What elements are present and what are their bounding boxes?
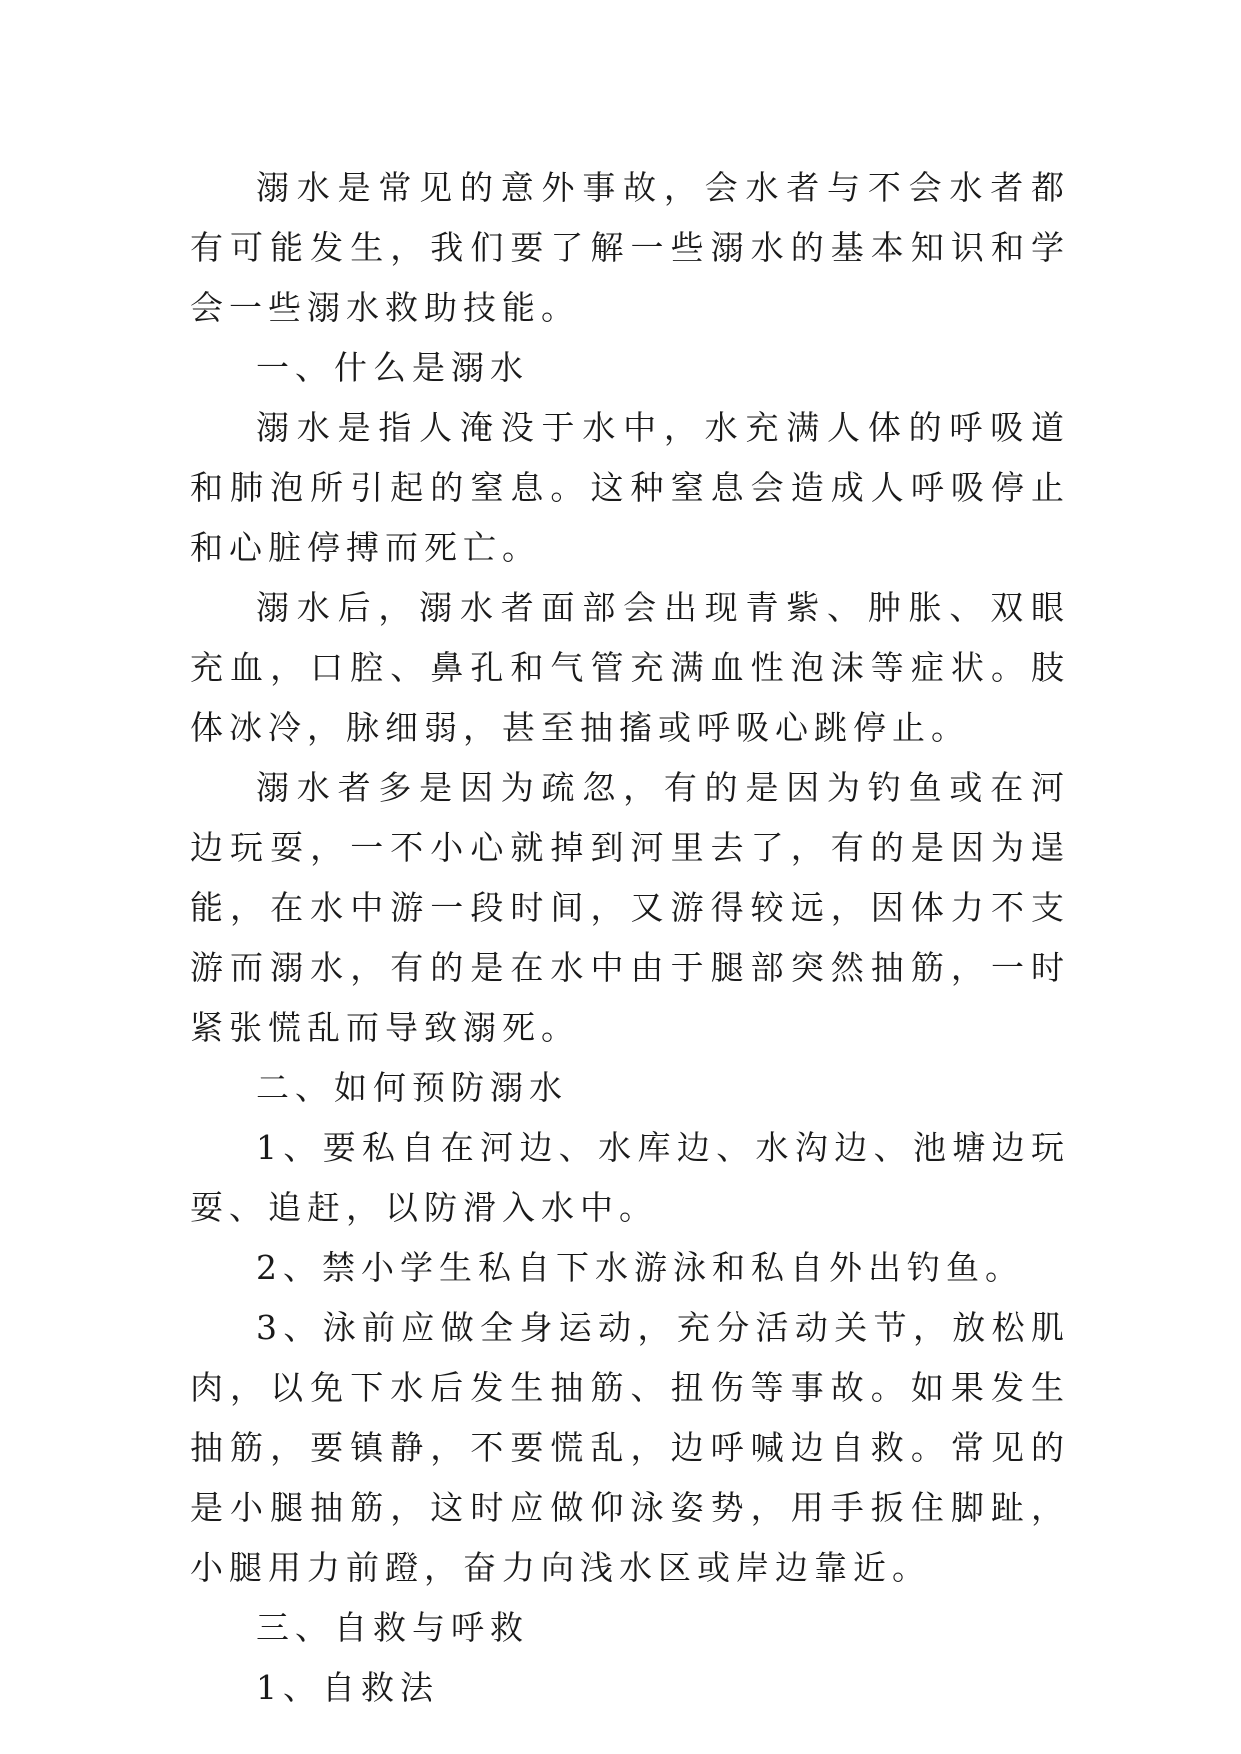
prevention-item-1: 1、要私自在河边、水库边、水沟边、池塘边玩耍、追赶，以防滑入水中。 [190, 1128, 1070, 1227]
prevention-item-3: 3、泳前应做全身运动，充分活动关节，放松肌肉，以免下水后发生抽筋、扭伤等事故。如果发生抽筋，要镇静，不要慌乱，边呼喊边自救。常见的是小腿抽筋，这时应做仰泳姿势，用手扳住脚趾，小腿用力前蹬，奋力向浅水区或岸边靠近。 [190, 1308, 1070, 1587]
section-heading-self-rescue: 三、自救与呼救 [256, 1608, 529, 1647]
causes-paragraph: 溺水者多是因为疏忽，有的是因为钓鱼或在河边玩耍，一不小心就掉到河里去了，有的是因为逞能，在水中游一段时间，又游得较远，因体力不支游而溺水，有的是在水中由于腿部突然抽筋，一时紧张慌乱而导致溺死。 [190, 768, 1070, 1047]
subsection-heading-self-rescue-method: 1、自救法 [256, 1668, 439, 1707]
symptoms-paragraph: 溺水后，溺水者面部会出现青紫、肿胀、双眼充血，口腔、鼻孔和气管充满血性泡沫等症状。肢体冰冷，脉细弱，甚至抽搐或呼吸心跳停止。 [190, 588, 1070, 747]
definition-paragraph: 溺水是指人淹没于水中，水充满人体的呼吸道和肺泡所引起的窒息。这种窒息会造成人呼吸停止和心脏停搏而死亡。 [190, 408, 1070, 567]
intro-paragraph: 溺水是常见的意外事故，会水者与不会水者都有可能发生，我们要了解一些溺水的基本知识和学会一些溺水救助技能。 [190, 168, 1070, 327]
section-heading-what-is-drowning: 一、什么是溺水 [256, 348, 529, 387]
document-body [190, 158, 1070, 1718]
prevention-item-2: 2、禁小学生私自下水游泳和私自外出钓鱼。 [256, 1248, 1024, 1287]
section-heading-prevention: 二、如何预防溺水 [256, 1068, 568, 1107]
